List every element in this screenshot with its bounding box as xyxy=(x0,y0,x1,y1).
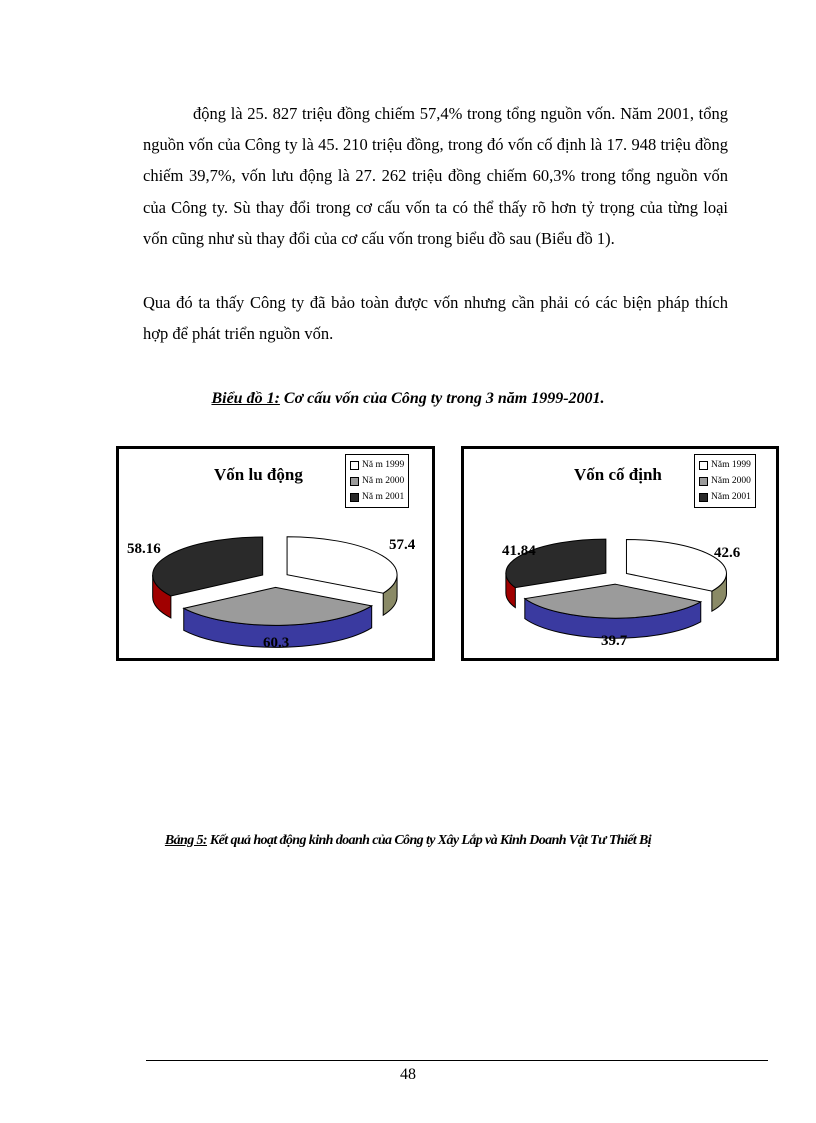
table-caption-text: Kết quả hoạt động kinh doanh của Công ty Xây Lắp và Kinh Doanh Vật Tư Thiết Bị xyxy=(207,833,652,848)
legend-label: Năm 2000 xyxy=(711,476,751,486)
page-number: 48 xyxy=(400,1066,416,1083)
legend-label: Nă m 2000 xyxy=(362,476,405,486)
data-label: 39.7 xyxy=(601,633,628,649)
pie-slice-1999 xyxy=(626,539,726,591)
data-label: 58.16 xyxy=(127,541,161,557)
chart-legend xyxy=(694,454,756,508)
legend-label: Nă m 2001 xyxy=(362,492,405,502)
legend-label: Nă m 1999 xyxy=(362,460,405,470)
chart-title: Vốn lu động xyxy=(214,465,303,484)
legend-swatch xyxy=(699,493,708,502)
chart-von-luu-dong xyxy=(116,446,435,661)
chart-legend xyxy=(345,454,409,508)
data-label: 57.4 xyxy=(389,537,416,553)
legend-item xyxy=(699,457,751,473)
data-label: 60.3 xyxy=(263,635,290,651)
figure-caption-text: Cơ cấu vốn của Công ty trong 3 năm 1999-2001. xyxy=(279,390,605,407)
legend-swatch xyxy=(699,477,708,486)
legend-label: Năm 2001 xyxy=(711,492,751,502)
data-label: 41.84 xyxy=(502,543,536,559)
legend-swatch xyxy=(350,461,359,470)
pie-slice-1999 xyxy=(287,537,397,593)
table-caption-label: Bảng 5: xyxy=(164,833,207,848)
chart-von-co-dinh xyxy=(461,446,779,661)
legend-item xyxy=(350,489,404,505)
body-paragraph: Qua đó ta thấy Công ty đã bảo toàn được vốn nhưng cần phải có các biện pháp thích hợp để phát triển nguồn vốn. xyxy=(143,293,728,344)
legend-swatch xyxy=(699,461,708,470)
legend-item xyxy=(350,473,404,489)
legend-item xyxy=(350,457,404,473)
legend-swatch xyxy=(350,493,359,502)
figure-caption xyxy=(0,390,816,408)
footer-divider xyxy=(146,1060,768,1061)
figure-caption-label: Biểu đồ 1: xyxy=(211,390,280,407)
legend-swatch xyxy=(350,477,359,486)
data-label: 42.6 xyxy=(714,545,741,561)
table-caption xyxy=(0,826,816,856)
legend-label: Năm 1999 xyxy=(711,460,751,470)
chart-title: Vốn cố định xyxy=(574,465,662,484)
legend-item xyxy=(699,473,751,489)
body-paragraph: động là 25. 827 triệu đồng chiếm 57,4% trong tổng nguồn vốn. Năm 2001, tổng nguồn vốn của Công ty là 45. 210 triệu đồng, trong đó vốn cố định là 17. 948 triệu đồng chiếm 39,7%, vốn lưu động là 27. 262 triệu đồng chiếm 60,3% trong tổng nguồn vốn của Công ty. Sù thay đổi trong cơ cấu vốn ta có thể thấy rõ hơn tỷ trọng của từng loại vốn cũng như sù thay đổi của cơ cấu vốn trong biểu đồ sau (Biểu đồ 1). xyxy=(143,104,728,248)
pie-slice-2001 xyxy=(153,537,263,596)
legend-item xyxy=(699,489,751,505)
